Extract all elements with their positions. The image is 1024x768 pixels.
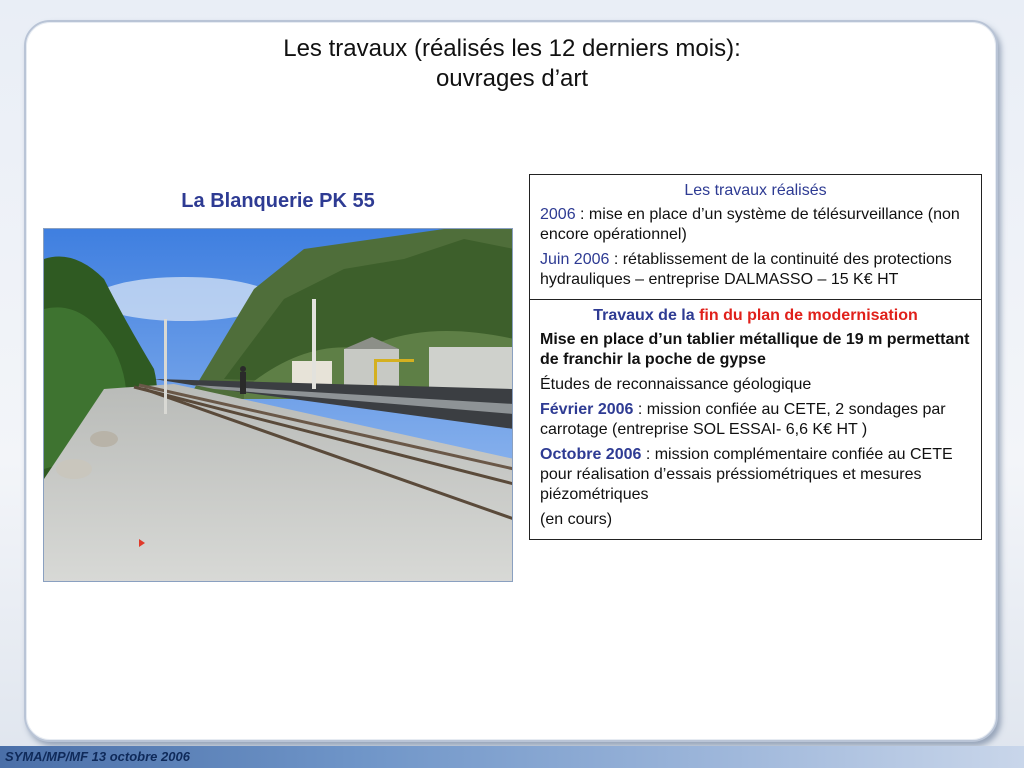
modernisation-item-2-date: Octobre 2006	[540, 446, 642, 463]
site-photo	[43, 228, 513, 582]
section-completed-works	[530, 175, 981, 299]
heading-part-a: Travaux de la	[593, 307, 700, 324]
bridge-deck-paragraph: Mise en place d’un tablier métallique de 19 m permettant de franchir la poche de gypse	[540, 331, 970, 368]
in-progress-note: (en cours)	[540, 511, 613, 528]
heading-part-b: fin du plan de modernisation	[699, 307, 918, 324]
completed-item-1-date: 2006	[540, 206, 576, 223]
modernisation-item-1	[540, 400, 971, 440]
modernisation-item-2	[540, 445, 971, 505]
completed-item-1-text: : mise en place d’un système de télésurveillance (non encore opérationnel)	[540, 206, 960, 243]
footer-text: SYMA/MP/MF 13 octobre 2006	[5, 749, 190, 764]
title-line-1: Les travaux (réalisés les 12 derniers mois):	[283, 35, 741, 62]
works-info-box	[529, 174, 982, 540]
modernisation-item-2-text: : mission complémentaire confiée au CETE pour réalisation d’essais préssiométriques et mesures piézométriques	[540, 446, 953, 503]
footer-bar	[0, 746, 1024, 768]
completed-item-2	[540, 250, 971, 290]
completed-item-1	[540, 205, 971, 245]
section-modernisation-works	[530, 299, 981, 539]
geology-studies-paragraph: Études de reconnaissance géologique	[540, 376, 812, 393]
modernisation-item-1-date: Février 2006	[540, 401, 634, 418]
completed-item-2-text: : rétablissement de la continuité des protections hydrauliques – entreprise DALMASSO – 15 K€ HT	[540, 251, 952, 288]
title-line-2: ouvrages d’art	[435, 65, 589, 92]
photo-caption: La Blanquerie PK 55	[181, 190, 375, 212]
completed-item-2-date: Juin 2006	[540, 251, 610, 268]
modernisation-item-1-text: : mission confiée au CETE, 2 sondages par carrotage (entreprise SOL ESSAI- 6,6 K€ HT )	[540, 401, 946, 438]
section-heading-modernisation	[540, 306, 971, 326]
slide-title	[0, 34, 1024, 94]
site-photo-illustration	[44, 229, 513, 582]
section-heading-completed: Les travaux réalisés	[684, 182, 827, 199]
